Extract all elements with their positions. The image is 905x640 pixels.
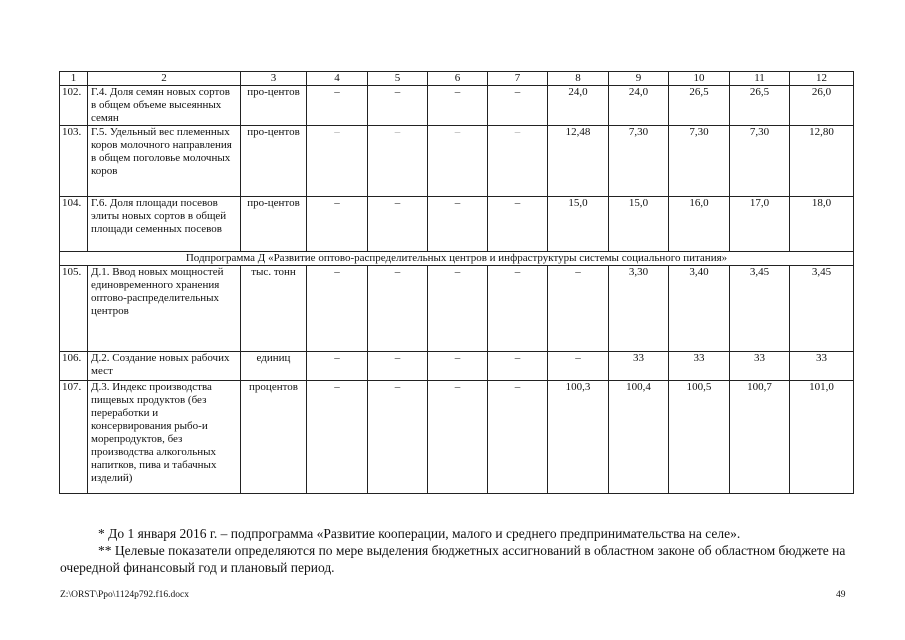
indicator-name: Д.2. Создание новых рабочих мест <box>88 352 241 381</box>
value-cell: – <box>428 266 488 352</box>
value-cell: 100,5 <box>669 381 730 494</box>
value-cell: – <box>307 126 368 197</box>
value-cell: 7,30 <box>669 126 730 197</box>
value-cell: 100,4 <box>609 381 669 494</box>
value-cell: – <box>488 197 548 252</box>
column-header: 10 <box>669 72 730 86</box>
value-cell: 24,0 <box>548 86 609 126</box>
value-cell: – <box>307 197 368 252</box>
row-number: 102. <box>60 86 88 126</box>
row-number: 105. <box>60 266 88 352</box>
value-cell: 100,7 <box>730 381 790 494</box>
row-number: 106. <box>60 352 88 381</box>
value-cell: – <box>368 381 428 494</box>
value-cell: – <box>428 126 488 197</box>
value-cell: – <box>488 266 548 352</box>
row-number: 104. <box>60 197 88 252</box>
value-cell: – <box>488 352 548 381</box>
column-header: 3 <box>241 72 307 86</box>
value-cell: – <box>368 266 428 352</box>
table-row <box>60 86 854 126</box>
table-row <box>60 352 854 381</box>
value-cell: – <box>488 381 548 494</box>
value-cell: 33 <box>669 352 730 381</box>
value-cell: 33 <box>790 352 854 381</box>
row-number: 103. <box>60 126 88 197</box>
value-cell: – <box>307 266 368 352</box>
value-cell: 3,45 <box>790 266 854 352</box>
value-cell: 26,5 <box>669 86 730 126</box>
value-cell: 7,30 <box>609 126 669 197</box>
column-header: 1 <box>60 72 88 86</box>
value-cell: 3,45 <box>730 266 790 352</box>
column-header: 7 <box>488 72 548 86</box>
value-cell: 101,0 <box>790 381 854 494</box>
value-cell: 24,0 <box>609 86 669 126</box>
value-cell: – <box>428 381 488 494</box>
indicator-name: Г.5. Удельный вес племенных коров молочного направления в общем поголовье молочных коров <box>88 126 241 197</box>
value-cell: 100,3 <box>548 381 609 494</box>
row-number: 107. <box>60 381 88 494</box>
value-cell: – <box>428 352 488 381</box>
value-cell: – <box>368 197 428 252</box>
column-header: 11 <box>730 72 790 86</box>
value-cell: – <box>548 352 609 381</box>
column-header: 5 <box>368 72 428 86</box>
value-cell: – <box>428 86 488 126</box>
value-cell: – <box>488 126 548 197</box>
page-number: 49 <box>836 590 846 600</box>
value-cell: 16,0 <box>669 197 730 252</box>
value-cell: – <box>548 266 609 352</box>
indicator-name: Д.3. Индекс производства пищевых продуктов (без переработки и консервирования рыбо-и морепродуктов, без производства алкогольных напитков, пива и табачных изделий) <box>88 381 241 494</box>
footnote-1: * До 1 января 2016 г. – подпрограмма «Развитие кооперации, малого и среднего предпринимательства на селе». <box>98 526 741 541</box>
unit-cell: про-центов <box>241 86 307 126</box>
indicators-table <box>59 71 854 494</box>
unit-cell: единиц <box>241 352 307 381</box>
value-cell: – <box>488 86 548 126</box>
value-cell: – <box>368 86 428 126</box>
table-row <box>60 197 854 252</box>
table-row <box>60 381 854 494</box>
indicator-name: Д.1. Ввод новых мощностей единовременного хранения оптово-распределительных центров <box>88 266 241 352</box>
file-path: Z:\ORST\Ppo\1124p792.f16.docx <box>60 590 189 600</box>
value-cell: – <box>368 352 428 381</box>
value-cell: 18,0 <box>790 197 854 252</box>
section-row <box>60 252 854 266</box>
column-header: 9 <box>609 72 669 86</box>
value-cell: 12,48 <box>548 126 609 197</box>
value-cell: 15,0 <box>548 197 609 252</box>
column-header: 4 <box>307 72 368 86</box>
column-header: 2 <box>88 72 241 86</box>
value-cell: 3,40 <box>669 266 730 352</box>
value-cell: 33 <box>609 352 669 381</box>
value-cell: – <box>307 381 368 494</box>
indicator-name: Г.6. Доля площади посевов элиты новых сортов в общей площади семенных посевов <box>88 197 241 252</box>
value-cell: 3,30 <box>609 266 669 352</box>
unit-cell: процентов <box>241 381 307 494</box>
value-cell: 26,0 <box>790 86 854 126</box>
footnote-2: ** Целевые показатели определяются по мере выделения бюджетных ассигнований в областном законе об областном бюджете на очередной финансовый год и плановый период. <box>60 543 846 575</box>
column-header: 6 <box>428 72 488 86</box>
table-row <box>60 266 854 352</box>
footnotes <box>60 525 860 576</box>
unit-cell: про-центов <box>241 197 307 252</box>
value-cell: 17,0 <box>730 197 790 252</box>
column-header: 12 <box>790 72 854 86</box>
value-cell: 7,30 <box>730 126 790 197</box>
value-cell: 12,80 <box>790 126 854 197</box>
table-header-row <box>60 72 854 86</box>
value-cell: 15,0 <box>609 197 669 252</box>
value-cell: – <box>368 126 428 197</box>
table-row <box>60 126 854 197</box>
value-cell: 26,5 <box>730 86 790 126</box>
value-cell: – <box>307 352 368 381</box>
unit-cell: про-центов <box>241 126 307 197</box>
value-cell: 33 <box>730 352 790 381</box>
value-cell: – <box>307 86 368 126</box>
indicator-name: Г.4. Доля семян новых сортов в общем объеме высеянных семян <box>88 86 241 126</box>
value-cell: – <box>428 197 488 252</box>
column-header: 8 <box>548 72 609 86</box>
unit-cell: тыс. тонн <box>241 266 307 352</box>
section-title: Подпрограмма Д «Развитие оптово-распределительных центров и инфраструктуры системы социального питания» <box>60 252 854 266</box>
